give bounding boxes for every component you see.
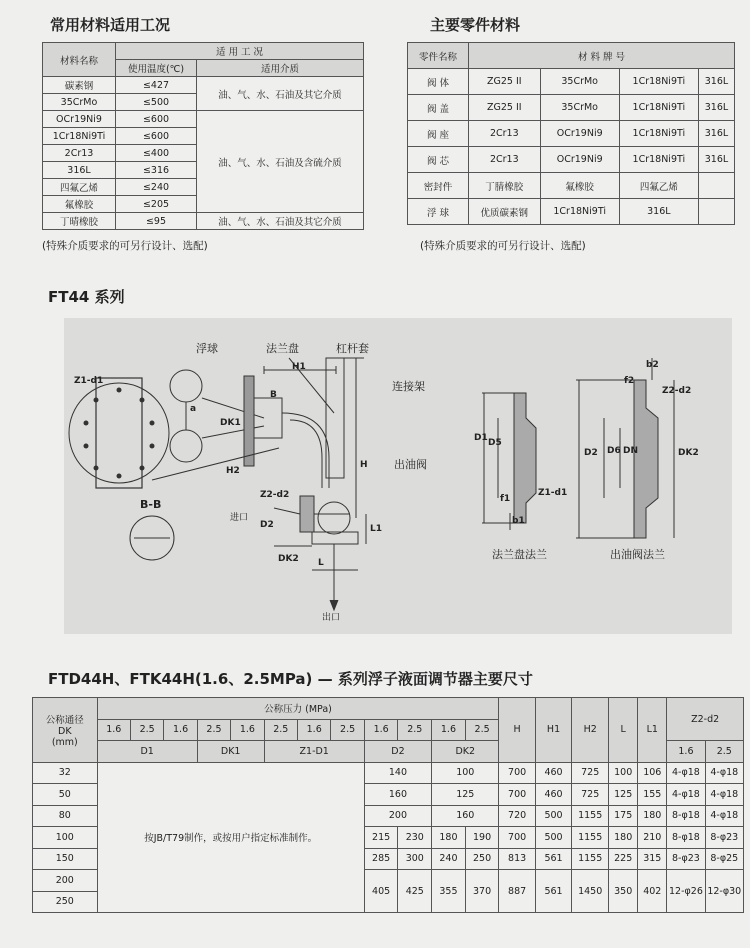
label-b: B <box>270 390 277 400</box>
value-cell: 460 <box>535 762 571 784</box>
value-cell: 180 <box>638 805 667 827</box>
label-d2-flange: D2 <box>584 448 598 458</box>
col-media-header: 适用介质 <box>197 60 364 77</box>
grade-cell: 2Cr13 <box>469 121 541 147</box>
col-material-header: 材料名称 <box>43 43 116 77</box>
value-cell: 355 <box>432 870 466 913</box>
grade-cell: 优质碳素钢 <box>469 199 541 225</box>
pressure-16: 1.6 <box>97 719 130 741</box>
label-f2: f2 <box>624 376 635 386</box>
label-f1: f1 <box>500 494 511 504</box>
label-bracket: 连接架 <box>392 380 425 393</box>
temp-cell: ≤500 <box>116 94 197 111</box>
grade-cell: 1Cr18Ni9Ti <box>540 199 619 225</box>
label-l: L <box>318 558 324 568</box>
col-temp-header: 使用温度(℃) <box>116 60 197 77</box>
value-cell: 8-φ18 <box>667 805 705 827</box>
grade-cell <box>698 173 734 199</box>
parts-note: (特殊介质要求的可另行设计、选配) <box>420 240 586 252</box>
col-d1: D1 <box>97 741 197 763</box>
pressure-25: 2.5 <box>398 719 432 741</box>
ft44-assembly-drawing <box>64 318 732 634</box>
material-cell: 35CrMo <box>43 94 116 111</box>
value-cell: 561 <box>535 870 571 913</box>
value-cell: 460 <box>535 784 571 806</box>
grade-cell: 1Cr18Ni9Ti <box>619 121 698 147</box>
value-cell: 4-φ18 <box>705 784 743 806</box>
materials-conditions-table <box>42 42 364 230</box>
value-cell: 200 <box>364 805 431 827</box>
grade-cell: 2Cr13 <box>469 147 541 173</box>
col-grade-header: 材 料 牌 号 <box>469 43 735 69</box>
value-cell: 1450 <box>572 870 609 913</box>
label-dk2-flange: DK2 <box>678 448 699 458</box>
part-cell: 阀 体 <box>408 69 469 95</box>
col-h2: H2 <box>572 698 609 763</box>
label-dk1: DK1 <box>220 418 241 428</box>
label-b1: b1 <box>512 516 525 526</box>
label-a: a <box>190 404 197 414</box>
grade-cell: 氟橡胶 <box>540 173 619 199</box>
dn-cell: 150 <box>33 848 98 870</box>
part-cell: 密封件 <box>408 173 469 199</box>
value-cell: 210 <box>638 827 667 849</box>
value-cell: 180 <box>432 827 466 849</box>
grade-cell: 1Cr18Ni9Ti <box>619 69 698 95</box>
value-cell: 405 <box>364 870 398 913</box>
temp-cell: ≤316 <box>116 162 197 179</box>
col-nominal-pressure: 公称压力 (MPa) <box>97 698 499 720</box>
temp-cell: ≤427 <box>116 77 197 94</box>
section-title-materials: 常用材料适用工况 <box>50 16 171 34</box>
material-cell: 四氟乙烯 <box>43 179 116 196</box>
media-cell: 油、气、水、石油及含硫介质 <box>197 111 364 213</box>
value-cell: 12-φ26 <box>667 870 705 913</box>
value-cell: 700 <box>499 827 535 849</box>
material-cell: 丁晴橡胶 <box>43 213 116 230</box>
section-title-dimensions: FTD44H、FTK44H(1.6、2.5MPa) — 系列浮子液面调节器主要尺寸 <box>48 670 533 688</box>
media-cell: 油、气、水、石油及其它介质 <box>197 77 364 111</box>
grade-cell: 丁腈橡胶 <box>469 173 541 199</box>
part-cell: 浮 球 <box>408 199 469 225</box>
value-cell: 100 <box>609 762 638 784</box>
pressure-25: 2.5 <box>130 719 163 741</box>
col-d2: D2 <box>364 741 431 763</box>
value-cell: 12-φ30 <box>705 870 743 913</box>
pressure-25: 2.5 <box>705 741 743 763</box>
value-cell: 125 <box>609 784 638 806</box>
pressure-16: 1.6 <box>231 719 264 741</box>
value-cell: 4-φ18 <box>667 762 705 784</box>
value-cell: 4-φ18 <box>705 762 743 784</box>
pressure-16: 1.6 <box>364 719 398 741</box>
value-cell: 402 <box>638 870 667 913</box>
value-cell: 8-φ18 <box>667 827 705 849</box>
part-cell: 阀 座 <box>408 121 469 147</box>
table-row <box>33 762 744 784</box>
temp-cell: ≤205 <box>116 196 197 213</box>
section-title-ft44: FT44 系列 <box>48 288 125 306</box>
temp-cell: ≤400 <box>116 145 197 162</box>
value-cell: 1155 <box>572 827 609 849</box>
pressure-25: 2.5 <box>465 719 499 741</box>
value-cell: 561 <box>535 848 571 870</box>
value-cell: 155 <box>638 784 667 806</box>
dn-cell: 32 <box>33 762 98 784</box>
grade-cell: OCr19Ni9 <box>540 147 619 173</box>
value-cell: 190 <box>465 827 499 849</box>
col-z1d1: Z1-D1 <box>264 741 364 763</box>
value-cell: 370 <box>465 870 499 913</box>
label-h1: H1 <box>292 362 306 372</box>
value-cell: 725 <box>572 762 609 784</box>
label-d1: D1 <box>474 433 488 443</box>
col-h1: H1 <box>535 698 571 763</box>
value-cell: 160 <box>364 784 431 806</box>
label-section-bb: B-B <box>140 498 162 511</box>
grade-cell: ZG25 II <box>469 95 541 121</box>
label-dk2: DK2 <box>278 554 299 564</box>
part-cell: 阀 盖 <box>408 95 469 121</box>
value-cell: 700 <box>499 762 535 784</box>
dn-cell: 200 <box>33 870 98 892</box>
pressure-25: 2.5 <box>264 719 297 741</box>
material-cell: 1Cr18Ni9Ti <box>43 128 116 145</box>
value-cell: 725 <box>572 784 609 806</box>
value-cell: 813 <box>499 848 535 870</box>
label-outlet-valve-flange: 出油阀法兰 <box>610 548 665 561</box>
label-inlet: 进口 <box>230 513 249 523</box>
value-cell: 1155 <box>572 805 609 827</box>
value-cell: 4-φ18 <box>667 784 705 806</box>
label-d6: D6 <box>607 446 621 456</box>
col-l1: L1 <box>638 698 667 763</box>
main-dimensions-table <box>32 697 744 913</box>
value-cell: 160 <box>432 805 499 827</box>
col-part-header: 零件名称 <box>408 43 469 69</box>
value-cell: 1155 <box>572 848 609 870</box>
material-cell: OCr19Ni9 <box>43 111 116 128</box>
dn-cell: 250 <box>33 891 98 913</box>
label-float: 浮球 <box>196 342 218 355</box>
label-l1: L1 <box>370 524 382 534</box>
material-cell: 氟橡胶 <box>43 196 116 213</box>
label-z2d2-flange: Z2-d2 <box>662 386 692 396</box>
value-cell: 240 <box>432 848 466 870</box>
col-dk1: DK1 <box>197 741 264 763</box>
pressure-16: 1.6 <box>667 741 705 763</box>
value-cell: 700 <box>499 784 535 806</box>
grade-cell: 1Cr18Ni9Ti <box>619 147 698 173</box>
standard-note-cell: 按JB/T79制作，或按用户指定标准制作。 <box>97 762 364 913</box>
value-cell: 300 <box>398 848 432 870</box>
media-cell: 油、气、水、石油及其它介质 <box>197 213 364 230</box>
temp-cell: ≤240 <box>116 179 197 196</box>
value-cell: 100 <box>432 762 499 784</box>
col-l: L <box>609 698 638 763</box>
value-cell: 175 <box>609 805 638 827</box>
grade-cell: 35CrMo <box>540 69 619 95</box>
col-nominal-diameter: 公称通径 DK (mm) <box>33 698 98 763</box>
grade-cell: 1Cr18Ni9Ti <box>619 95 698 121</box>
pressure-25: 2.5 <box>197 719 230 741</box>
value-cell: 125 <box>432 784 499 806</box>
ft44-diagram-panel <box>64 318 732 634</box>
grade-cell: 316L <box>698 121 734 147</box>
grade-cell: 35CrMo <box>540 95 619 121</box>
label-dn: DN <box>623 446 639 456</box>
pressure-16: 1.6 <box>164 719 197 741</box>
label-outlet-valve: 出油阀 <box>394 458 427 471</box>
value-cell: 250 <box>465 848 499 870</box>
temp-cell: ≤600 <box>116 128 197 145</box>
value-cell: 285 <box>364 848 398 870</box>
label-h: H <box>360 460 368 470</box>
value-cell: 140 <box>364 762 431 784</box>
value-cell: 8-φ25 <box>705 848 743 870</box>
grade-cell: 四氟乙烯 <box>619 173 698 199</box>
value-cell: 106 <box>638 762 667 784</box>
value-cell: 500 <box>535 827 571 849</box>
grade-cell: 316L <box>698 95 734 121</box>
label-outlet: 出口 <box>322 613 341 623</box>
pressure-25: 2.5 <box>331 719 364 741</box>
label-z1d1: Z1-d1 <box>74 376 104 386</box>
dn-cell: 100 <box>33 827 98 849</box>
value-cell: 215 <box>364 827 398 849</box>
temp-cell: ≤600 <box>116 111 197 128</box>
section-title-parts: 主要零件材料 <box>430 16 521 34</box>
value-cell: 720 <box>499 805 535 827</box>
value-cell: 315 <box>638 848 667 870</box>
value-cell: 350 <box>609 870 638 913</box>
value-cell: 425 <box>398 870 432 913</box>
value-cell: 180 <box>609 827 638 849</box>
grade-cell: 316L <box>619 199 698 225</box>
label-flange-plate: 法兰盘 <box>266 342 299 355</box>
label-d5: D5 <box>488 438 502 448</box>
pressure-16: 1.6 <box>297 719 330 741</box>
label-d2: D2 <box>260 520 274 530</box>
label-b2: b2 <box>646 360 659 370</box>
value-cell: 225 <box>609 848 638 870</box>
label-h2: H2 <box>226 466 240 476</box>
materials-note: (特殊介质要求的可另行设计、选配) <box>42 240 208 252</box>
grade-cell: 316L <box>698 147 734 173</box>
grade-cell: OCr19Ni9 <box>540 121 619 147</box>
dn-cell: 80 <box>33 805 98 827</box>
temp-cell: ≤95 <box>116 213 197 230</box>
value-cell: 8-φ23 <box>705 827 743 849</box>
part-cell: 阀 芯 <box>408 147 469 173</box>
label-lever-sleeve: 杠杆套 <box>336 342 369 355</box>
col-dk2: DK2 <box>432 741 499 763</box>
material-cell: 碳素钢 <box>43 77 116 94</box>
value-cell: 230 <box>398 827 432 849</box>
grade-cell: 316L <box>698 69 734 95</box>
value-cell: 887 <box>499 870 535 913</box>
col-z2d2: Z2-d2 <box>667 698 744 741</box>
value-cell: 8-φ23 <box>667 848 705 870</box>
dn-cell: 50 <box>33 784 98 806</box>
material-cell: 2Cr13 <box>43 145 116 162</box>
value-cell: 500 <box>535 805 571 827</box>
parts-materials-table <box>407 42 735 225</box>
label-z2d2: Z2-d2 <box>260 490 290 500</box>
material-cell: 316L <box>43 162 116 179</box>
grade-cell <box>698 199 734 225</box>
col-conditions-header: 适 用 工 况 <box>116 43 364 60</box>
label-z1d1-flange: Z1-d1 <box>538 488 568 498</box>
label-flange-plate-flange: 法兰盘法兰 <box>492 548 547 561</box>
value-cell: 4-φ18 <box>705 805 743 827</box>
grade-cell: ZG25 II <box>469 69 541 95</box>
pressure-16: 1.6 <box>432 719 466 741</box>
col-h: H <box>499 698 535 763</box>
